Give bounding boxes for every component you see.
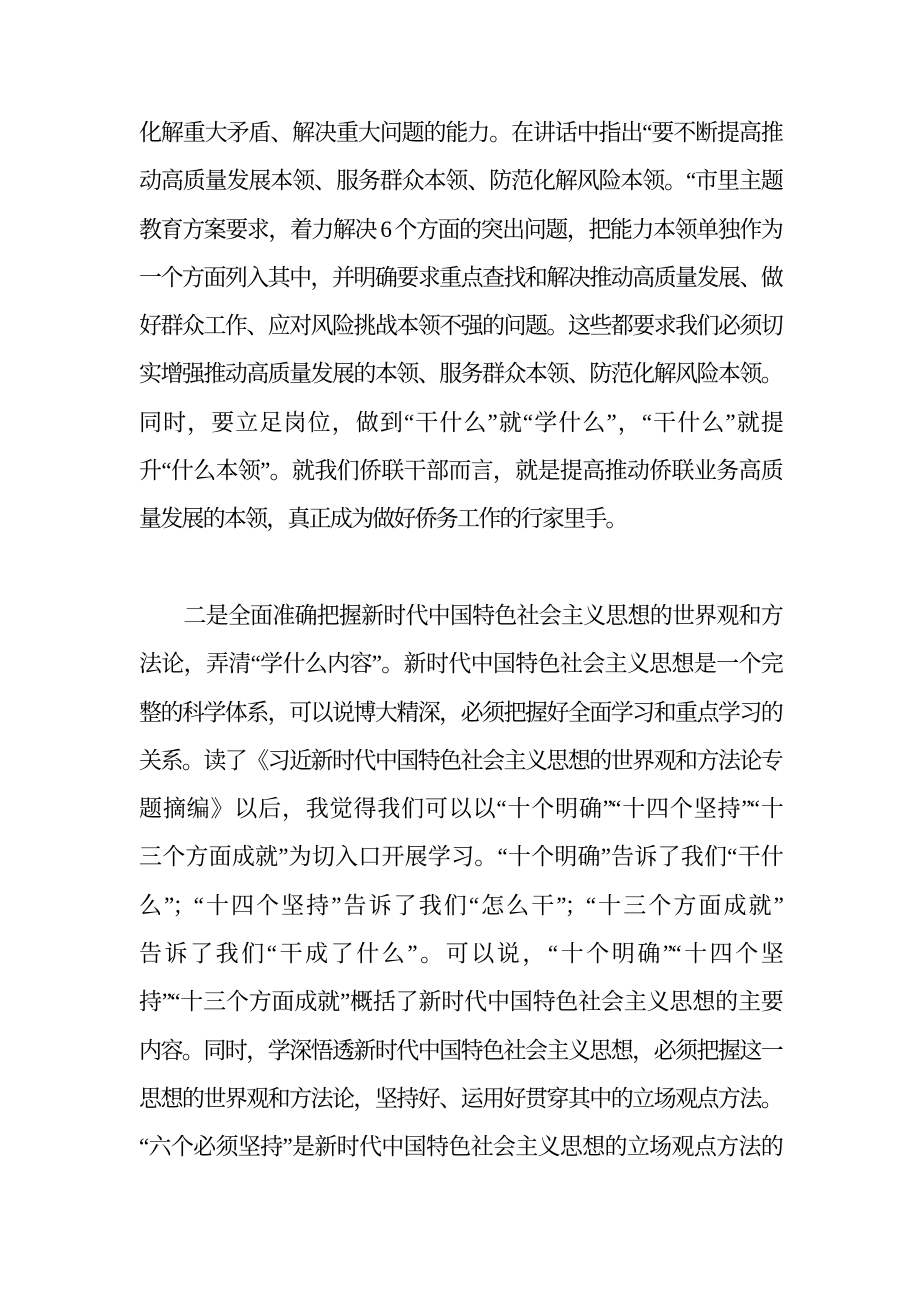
text-line: 动高质量发展本领、服务群众本领、防范化解风险本领。“市里主题 [139, 168, 782, 194]
text-line: 二是全面准确把握新时代中国特色社会主义思想的世界观和方 [139, 602, 782, 628]
text-line: 告诉了我们“干成了什么”。可以说，“十个明确”“十四个坚 [139, 941, 782, 967]
text-line: 量发展的本领，真正成为做好侨务工作的行家里手。 [139, 506, 627, 532]
text-line: 升“什么本领”。就我们侨联干部而言，就是提高推动侨联业务高质 [139, 458, 782, 484]
text-line: 三个方面成就”为切入口开展学习。“十个明确”告诉了我们“干什 [139, 844, 782, 870]
text-line: 化解重大矛盾、解决重大问题的能力。在讲话中指出“要不断提高推 [139, 120, 782, 145]
text-line: 题摘编》以后，我觉得我们可以以“十个明确”“十四个坚持”“十 [139, 796, 782, 822]
paragraph-spacer [139, 544, 782, 592]
text-line: 法论，弄清“学什么内容”。新时代中国特色社会主义思想是一个完 [139, 651, 782, 677]
text-line: 思想的世界观和方法论，坚持好、运用好贯穿其中的立场观点方法。 [139, 1085, 782, 1111]
paragraph-2 [139, 592, 782, 1172]
text-line: 持”“十三个方面成就”概括了新时代中国特色社会主义思想的主要 [139, 989, 782, 1015]
paragraph-1 [139, 109, 782, 544]
text-line: 实增强推动高质量发展的本领、服务群众本领、防范化解风险本领。 [139, 361, 782, 387]
text-line: “六个必须坚持”是新时代中国特色社会主义思想的立场观点方法的 [139, 1134, 782, 1160]
text-line: 关系。读了《习近新时代中国特色社会主义思想的世界观和方法论专 [139, 747, 782, 773]
text-line: 一个方面列入其中，并明确要求重点查找和解决推动高质量发展、做 [139, 264, 782, 290]
text-line: 内容。同时，学深悟透新时代中国特色社会主义思想，必须把握这一 [139, 1037, 782, 1063]
text-line: 教育方案要求，着力解决 6 个方面的突出问题，把能力本领单独作为 [139, 216, 782, 242]
text-line: 么”；“十四个坚持”告诉了我们“怎么干”；“十三个方面成就” [139, 892, 782, 918]
text-line: 好群众工作、应对风险挑战本领不强的问题。这些都要求我们必须切 [139, 313, 782, 339]
text-line: 同时，要立足岗位，做到“干什么”就“学什么”，“干什么”就提 [139, 409, 782, 435]
text-block [139, 109, 782, 1172]
text-line: 整的科学体系，可以说博大精深，必须把握好全面学习和重点学习的 [139, 699, 782, 725]
